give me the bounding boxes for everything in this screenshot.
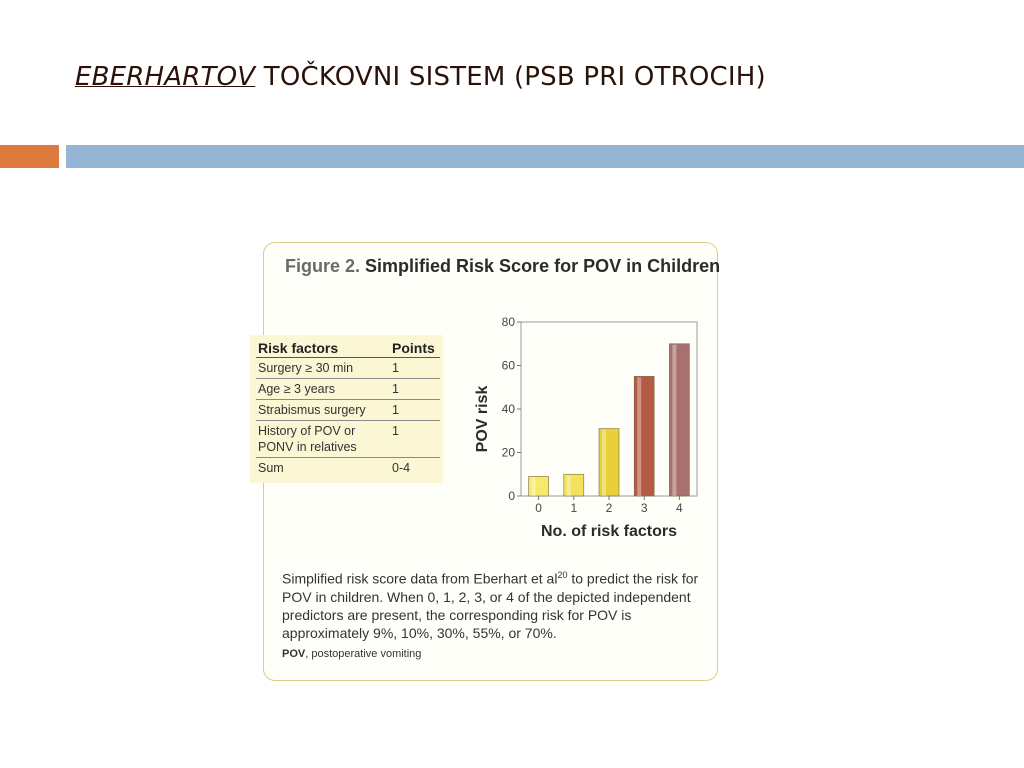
table-row (256, 379, 440, 400)
figure-title-text: Simplified Risk Score for POV in Children (360, 256, 721, 276)
x-tick-label: 2 (605, 501, 613, 515)
x-axis-label: No. of risk factors (540, 523, 678, 540)
table-row (256, 421, 440, 458)
footnote-text: , postoperative vomiting (305, 648, 422, 660)
footnote-abbreviation: POV (282, 648, 306, 660)
y-tick-label: 60 (501, 358, 515, 373)
y-axis-label: POV risk (474, 385, 491, 453)
table-row-sum (256, 458, 440, 479)
bar-highlight (532, 477, 536, 496)
table-row (256, 358, 440, 379)
y-tick-label: 20 (501, 445, 515, 460)
table-row (256, 400, 440, 421)
x-tick-label: 1 (570, 501, 578, 515)
header-points: Points (390, 338, 440, 358)
y-tick-label: 80 (501, 315, 515, 329)
figure-caption (282, 566, 702, 642)
slide-title (75, 62, 766, 92)
sum-value-cell: 0-4 (392, 461, 411, 475)
caption-text-start: Simplified risk score data from Eberhart et al (282, 570, 558, 587)
sum-label-cell: Sum (258, 461, 284, 475)
accent-bar-orange (0, 145, 59, 168)
header-risk-factors: Risk factors (256, 338, 390, 358)
risk-factor-cell: Age ≥ 3 years (256, 379, 390, 400)
accent-bar-blue (66, 145, 1024, 168)
y-tick-label: 40 (501, 402, 515, 416)
risk-factor-cell: History of POV or PONV in relatives (256, 421, 390, 458)
risk-factor-cell: Strabismus surgery (256, 400, 390, 421)
risk-factor-cell: Surgery ≥ 30 min (256, 358, 390, 379)
points-cell: 1 (390, 379, 440, 400)
x-tick-label: 0 (535, 501, 542, 515)
points-cell: 1 (390, 400, 440, 421)
pov-risk-bar-chart (465, 306, 705, 550)
risk-factors-table (256, 338, 440, 478)
points-cell: 1 (390, 421, 440, 458)
bar-highlight (637, 377, 641, 496)
y-tick-label: 0 (508, 489, 515, 503)
bar (564, 474, 584, 496)
x-tick-label: 3 (640, 501, 648, 515)
slide-title-author: EBERHARTOV (75, 62, 256, 92)
x-tick-label: 4 (676, 501, 683, 515)
bar-highlight (602, 430, 606, 496)
figure-title (285, 256, 720, 277)
bar (529, 476, 549, 496)
slide-title-rest: TOČKOVNI SISTEM (PSB PRI OTROCIH) (255, 62, 766, 92)
figure-label: Figure 2. (285, 256, 361, 276)
caption-text-end: to predict the risk for POV in children. When 0, 1, 2, 3, or 4 of the depicted independent predictors are present, the corresponding risk for POV is approximately 9%, 10%, 30%, 55%, or 70%. (282, 570, 699, 641)
caption-reference: 20 (557, 570, 568, 580)
bar-highlight (567, 475, 571, 496)
figure-footnote (282, 648, 421, 660)
points-cell: 1 (390, 358, 440, 379)
bar-highlight (672, 345, 676, 496)
table-header-row (256, 338, 440, 358)
